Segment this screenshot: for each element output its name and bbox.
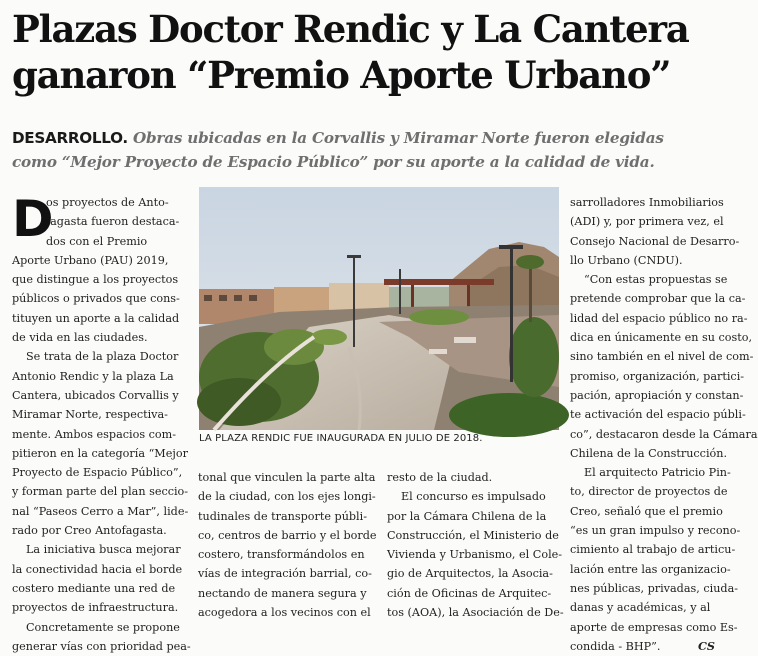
drop-cap: D: [12, 190, 54, 248]
body-line: Cantera, ubicados Corvallis y: [12, 388, 179, 402]
body-line: lación entre las organizacio-: [570, 562, 731, 576]
body-line: que distingue a los proyectos: [12, 273, 179, 287]
body-line: tituyen un aporte a la calidad: [12, 311, 180, 325]
body-line: tonal que vinculen la parte alta: [198, 471, 376, 484]
body-line: co, centros de barrio y el borde: [198, 528, 377, 542]
body-line: públicos o privados que cons-: [12, 292, 180, 306]
body-line: pación, apropiación y constan-: [570, 388, 744, 402]
section-kicker: DESARROLLO.: [12, 129, 128, 147]
body-line: Consejo Nacional de Desarro-: [570, 234, 740, 248]
body-line: tudinales de transporte públi-: [198, 509, 367, 523]
body-line: Aporte Urbano (PAU) 2019,: [12, 253, 169, 267]
body-line-with-signoff: [570, 637, 750, 656]
body-line: Miramar Norte, respectiva-: [12, 408, 168, 422]
body-line: dica en únicamente en su costo,: [570, 331, 753, 345]
body-line: cimiento al trabajo de articu-: [570, 543, 736, 557]
deck-line-2: como “Mejor Proyecto de Espacio Público” por su aporte a la calidad de vida.: [12, 153, 655, 171]
body-line: co”, destacaron desde la Cámara: [570, 427, 758, 441]
body-line: sino también en el nivel de com-: [570, 350, 754, 364]
body-line: tos (AOA), la Asociación de De-: [387, 606, 564, 620]
body-line: Chilena de la Construcción.: [570, 446, 728, 460]
body-line: danas y académicas, y al: [570, 601, 711, 615]
body-line: fagasta fueron destaca-: [46, 215, 180, 229]
body-line-text: condida - BHP”.: [570, 639, 661, 653]
article-column-2: [198, 468, 377, 622]
article-column-3: [387, 468, 562, 622]
body-line: nes públicas, privadas, ciuda-: [570, 581, 739, 595]
body-line: costero, transformándolos en: [198, 548, 365, 562]
body-line: Construcción, el Ministerio de: [387, 528, 559, 542]
body-line: os proyectos de Anto-: [46, 196, 169, 209]
deck-line-1: [12, 126, 747, 150]
body-line: por la Cámara Chilena de la: [387, 509, 547, 523]
body-line: la conectividad hacia el borde: [12, 562, 183, 576]
body-line: Antonio Rendic y la plaza La: [12, 369, 174, 383]
body-line: pretende comprobar que la ca-: [570, 292, 746, 306]
body-line: resto de la ciudad.: [387, 471, 493, 484]
body-line: lidad del espacio público no ra-: [570, 311, 748, 325]
body-line: Concretamente se propone: [26, 620, 180, 634]
headline-line-1: Plazas Doctor Rendic y La Cantera: [12, 7, 689, 51]
body-line: pitieron en la categoría “Mejor: [12, 446, 188, 460]
article-photo: [199, 187, 559, 430]
body-line: (ADI) y, por primera vez, el: [570, 215, 724, 229]
article-column-1: [12, 190, 192, 656]
body-line: acogedora a los vecinos con el: [198, 606, 371, 620]
body-line: “es un gran impulso y recono-: [570, 524, 741, 538]
body-line: vías de integración barrial, co-: [198, 567, 372, 581]
body-line: rado por Creo Antofagasta.: [12, 524, 167, 538]
body-line: promiso, organización, partici-: [570, 369, 745, 383]
body-line: proyectos de infraestructura.: [12, 601, 179, 615]
body-line: nal “Paseos Cerro a Mar”, lide-: [12, 504, 189, 518]
body-line: El concurso es impulsado: [401, 490, 546, 504]
deck-line-1-text: Obras ubicadas en la Corvallis y Miramar Norte fueron elegidas: [132, 129, 664, 147]
body-line: “Con estas propuestas se: [584, 273, 728, 287]
body-line: La iniciativa busca mejorar: [26, 543, 181, 557]
author-signoff: CS: [698, 638, 715, 653]
dropcap-block: [12, 190, 192, 251]
body-line: te activación del espacio públi-: [570, 408, 746, 422]
plaza-rendic-photo: [199, 187, 559, 430]
body-line: gio de Arquitectos, la Asocia-: [387, 567, 553, 581]
body-line: nectando de manera segura y: [198, 586, 367, 600]
headline-line-2: ganaron “Premio Aporte Urbano”: [12, 53, 671, 97]
body-line: sarrolladores Inmobiliarios: [570, 196, 724, 209]
body-line: dos con el Premio: [46, 234, 148, 248]
body-line: costero mediante una red de: [12, 581, 176, 595]
body-line: de vida en las ciudades.: [12, 331, 148, 345]
article-column-4: [570, 193, 758, 656]
body-line: generar vías con prioridad pea-: [12, 639, 191, 653]
body-line: ción de Oficinas de Arquitec-: [387, 586, 552, 600]
body-line: de la ciudad, con los ejes longi-: [198, 490, 376, 504]
deck: [12, 126, 747, 174]
body-line: llo Urbano (CNDU).: [570, 253, 683, 267]
headline: [12, 6, 747, 98]
column-1-lines: [12, 251, 192, 656]
body-line: Vivienda y Urbanismo, el Cole-: [387, 548, 563, 562]
body-line: y forman parte del plan seccio-: [12, 485, 189, 499]
photo-caption: LA PLAZA RENDIC FUE INAUGURADA EN JULIO DE 2018.: [199, 433, 483, 444]
body-line: Creo, señaló que el premio: [570, 504, 723, 518]
body-line: Proyecto de Espacio Público”,: [12, 466, 183, 480]
body-line: to, director de proyectos de: [570, 485, 728, 499]
body-line: El arquitecto Patricio Pin-: [584, 466, 731, 480]
body-line: Se trata de la plaza Doctor: [26, 350, 179, 364]
body-line: aporte de empresas como Es-: [570, 620, 738, 634]
body-line: mente. Ambos espacios com-: [12, 427, 177, 441]
